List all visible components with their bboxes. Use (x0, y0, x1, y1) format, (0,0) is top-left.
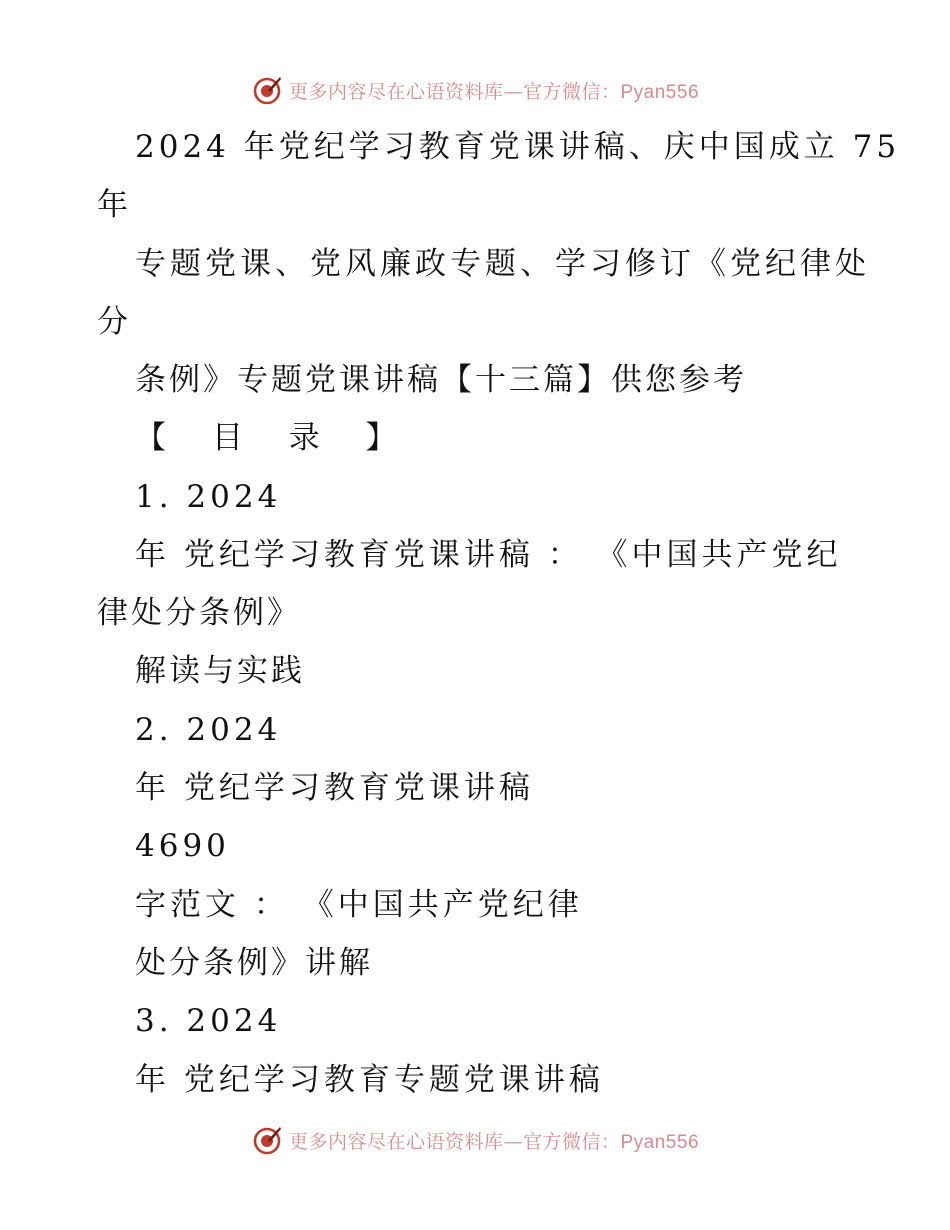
toc-item-3-title: 年 党纪学习教育专题党课讲稿 (135, 1062, 604, 1098)
toc-item-2-subtitle: 字范文 ： 《中国共产党纪律 (135, 887, 583, 923)
toc-item-1-title-cont: 律处分条例》 (97, 595, 301, 631)
title-line-5: 条例》专题党课讲稿【十三篇】供您参考 (135, 362, 747, 398)
toc-item-2-subtitle-cont: 处分条例》讲解 (135, 945, 373, 981)
title-line-3: 专题党课、党风廉政专题、学习修订《党纪律处 (135, 246, 870, 282)
toc-item-1-title: 年 党纪学习教育党课讲稿 ： 《中国共产党纪 (135, 537, 842, 573)
toc-item-1-subtitle: 解读与实践 (135, 653, 305, 689)
toc-item-2-number: 2. 2024 (135, 712, 282, 748)
watermark-wechat-id: Pyan556 (620, 1131, 700, 1153)
title-line-4: 分 (97, 304, 131, 340)
watermark-site-text: 更多内容尽在心语资料库 (288, 1130, 504, 1153)
title-line-2: 年 (97, 187, 131, 223)
toc-item-2-title: 年 党纪学习教育党课讲稿 (135, 770, 534, 806)
watermark-wechat-id: Pyan556 (620, 81, 700, 103)
toc-item-2-wordcount: 4690 (135, 828, 230, 864)
toc-heading: 【 目 录 】 (135, 420, 415, 456)
toc-item-3-number: 3. 2024 (135, 1003, 282, 1039)
watermark-separator: — (503, 80, 523, 103)
quill-seal-icon (251, 1124, 283, 1156)
quill-seal-icon (251, 74, 283, 106)
footer-watermark (0, 1120, 950, 1160)
toc-item-1-number: 1. 2024 (135, 479, 282, 515)
watermark-text (289, 1127, 699, 1154)
watermark-wechat-label: 官方微信： (522, 80, 621, 103)
watermark-separator: — (503, 1130, 523, 1153)
watermark-wechat-label: 官方微信： (522, 1130, 621, 1153)
title-line-1: 2024 年党纪学习教育党课讲稿、庆中国成立 75 (135, 129, 901, 165)
watermark-site-text: 更多内容尽在心语资料库 (288, 80, 504, 103)
watermark-text (289, 77, 699, 104)
header-watermark (0, 70, 950, 110)
